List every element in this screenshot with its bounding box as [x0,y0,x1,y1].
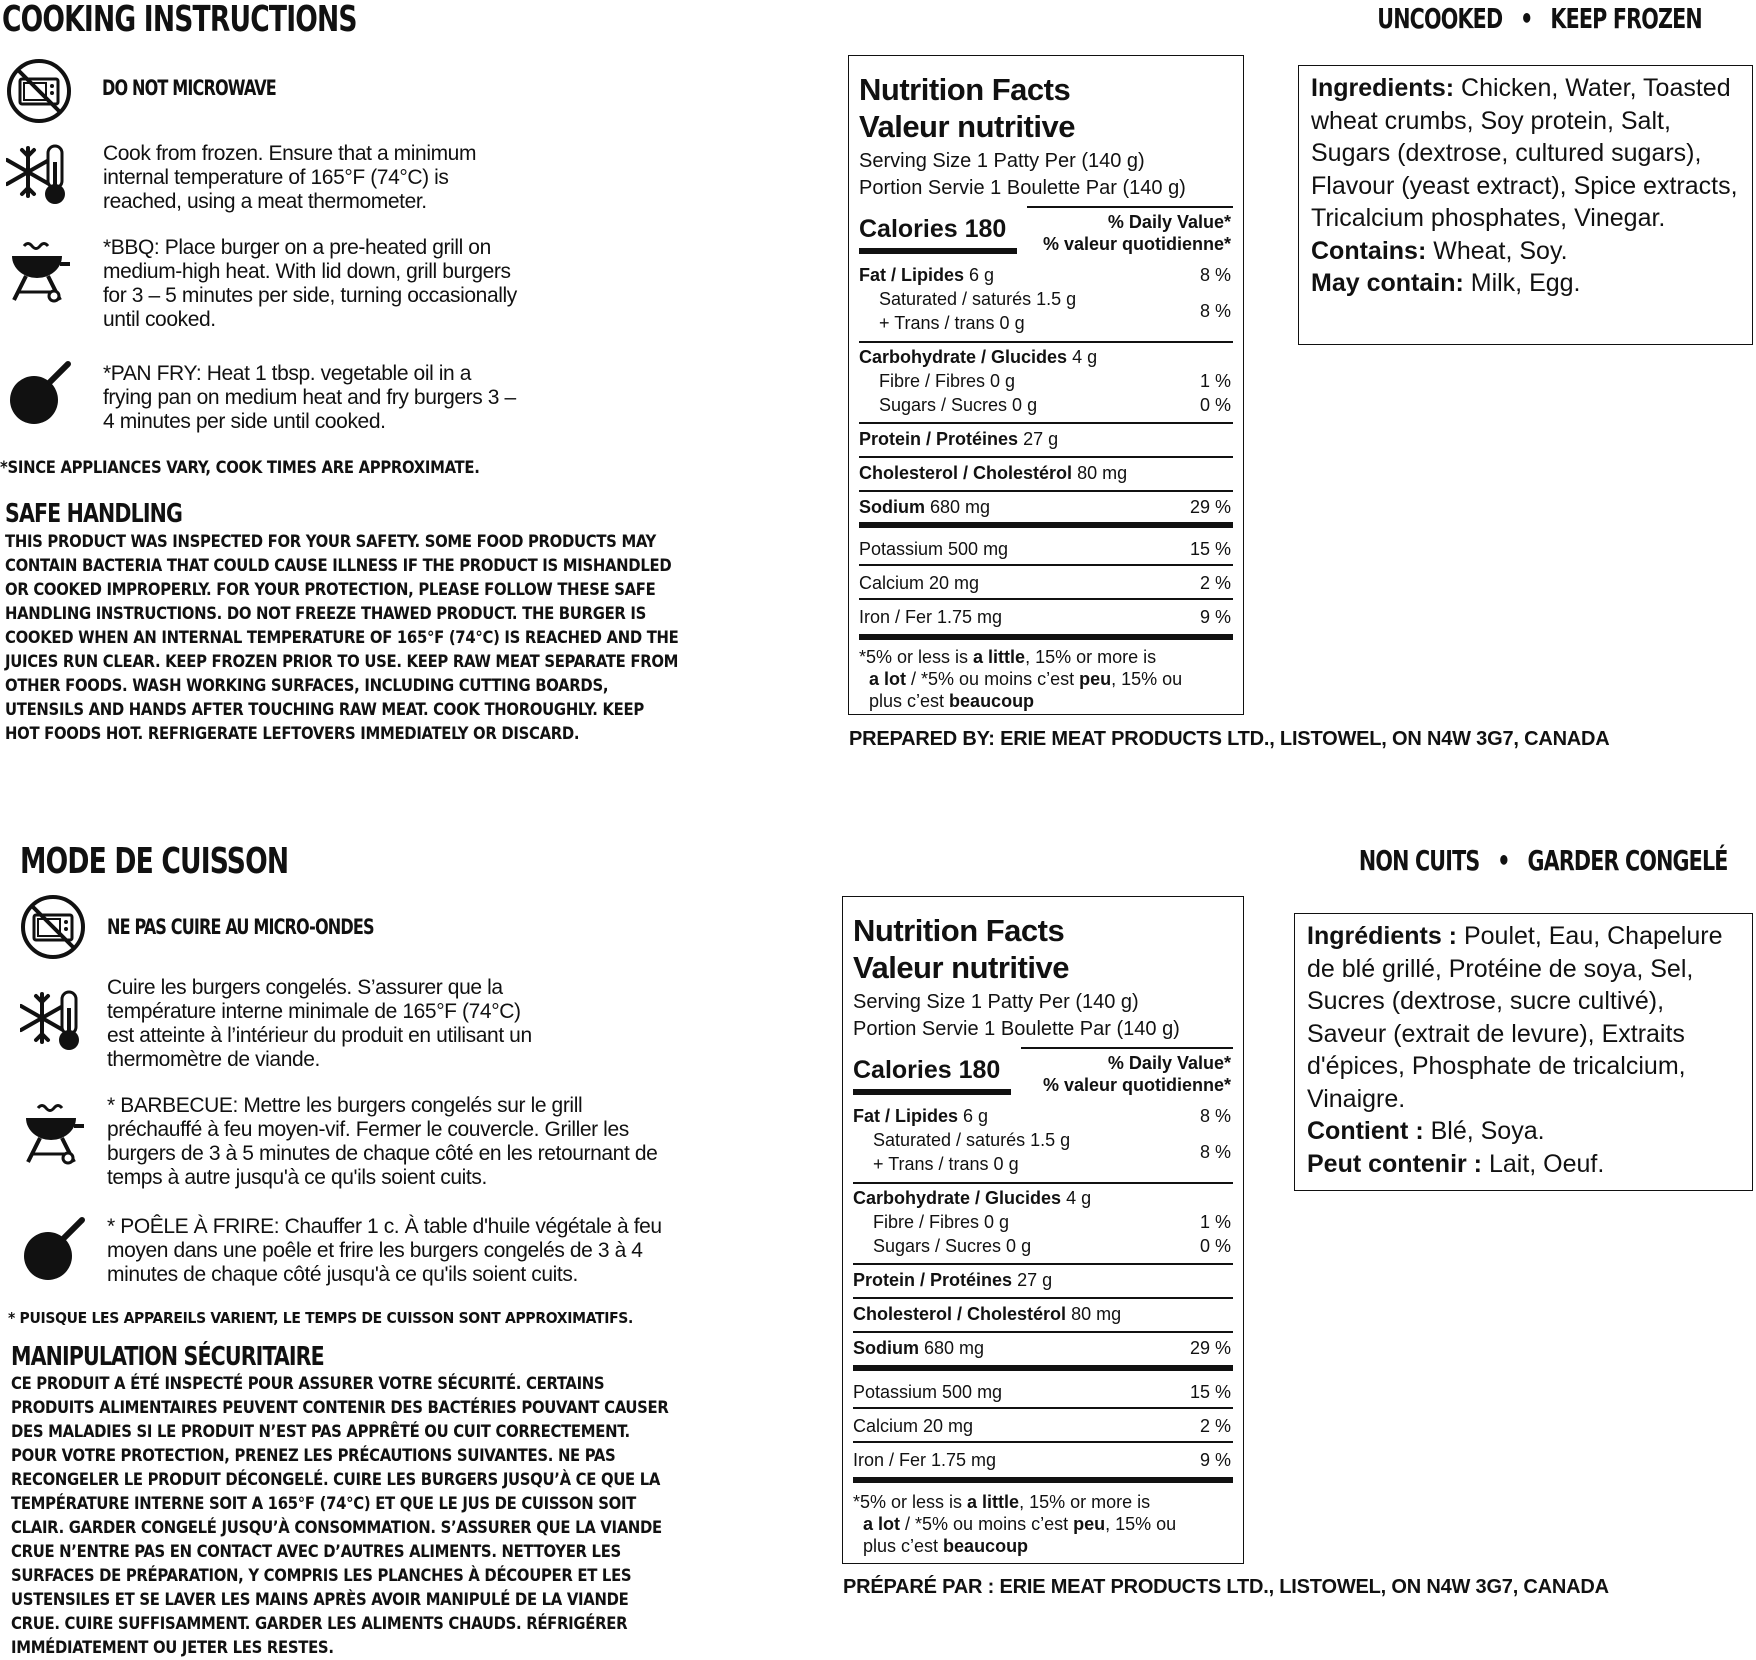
contains-text: Wheat, Soy. [1433,236,1568,265]
tagline-non-cuits: NON CUITS [1359,844,1480,877]
serving-size-en: Serving Size 1 Patty Per (140 g) [853,991,1139,1013]
frying-pan-icon [6,360,72,426]
may-contain-text: Milk, Egg. [1470,269,1581,297]
safe-handling-title-fr: MANIPULATION SÉCURITAIRE [11,1342,324,1372]
nutrition-footnote: *5% or less is a little, 15% or more is a lot / *5% ou moins c’est peu, 15% ou plus c’est beaucoup [859,647,1183,711]
step-cook-from-frozen-fr: Cuire les burgers congelés. S’assurer que la température interne minimale de 165°F (74°C) est atteinte à l’intérieur du produit en utilisant un thermomètre de viande. [107,976,532,1071]
frozen-thermometer-icon [20,986,86,1052]
contains-label-fr: Contient : [1307,1117,1424,1145]
nutrition-facts-table-fr: Nutrition Facts Valeur nutritive Serving Size 1 Patty Per (140 g) Portion Servie 1 Boulette Par (140 g) Calories 180 % Daily Value* % valeur quotidienne* Fat / Lipides 6 g 8 % Saturated / saturés 1.5 g + Trans / trans 0 g 8 % Carbohydrate / Glucides 4 g Fibre / Fibres 0 g 1 % Sugars / Sucres 0 g 0 % Protein / Protéines 27 g Cholesterol / Cholestérol 80 mg Sodium 680 mg 29 % Potassium 500 mg 15 % Calcium 20 mg 2 % Iron / Fer 1.75 mg 9 % *5% or less is a little, 15% or more is a lot / *5% ou moins c’est peu, 15% ou plus c’est beaucoup [842,896,1244,1564]
sodium-row: Sodium 680 mg 29 % [853,1338,1231,1358]
safe-handling-text: THIS PRODUCT WAS INSPECTED FOR YOUR SAFETY. SOME FOOD PRODUCTS MAY CONTAIN BACTERIA THAT COULD CAUSE ILLNESS IF THE PRODUCT IS MISHANDLED OR COOKED IMPROPERLY. FOR YOUR PROTECTION, PLEASE FOLLOW THESE SAFE HANDLING INSTRUCTIONS. DO NOT FREEZE THAWED PRODUCT. THE BURGER IS COOKED WHEN AN INTERNAL TEMPERATURE OF 165°F (74°C) IS REACHED AND THE JUICES RUN CLEAR. KEEP FROZEN PRIOR TO USE. KEEP RAW MEAT SEPARATE FROM OTHER FOODS. WASH WORKING SURFACES, INCLUDING CUTTING BOARDS, UTENSILS AND HANDS AFTER TOUCHING RAW MEAT. COOK THOROUGHLY. KEEP HOT FOODS HOT. REFRIGERATE LEFTOVERS IMMEDIATELY OR DISCARD. [5,532,679,743]
calories-label: Calories 180 [859,215,1007,243]
daily-value-en: % Daily Value* [1107,212,1231,232]
fat-row: Fat / Lipides 6 g 8 % [853,1106,1231,1126]
serving-size-fr: Portion Servie 1 Boulette Par (140 g) [853,1018,1180,1040]
contains-text-fr: Blé, Soya. [1430,1117,1545,1145]
carbohydrate-row: Carbohydrate / Glucides 4 g [853,1188,1092,1208]
frying-pan-icon [20,1216,86,1282]
daily-value-fr: % valeur quotidienne* [1042,1075,1231,1095]
ingredients-label: Ingredients: [1311,74,1455,102]
trans-row: + Trans / trans 0 g [879,313,1025,333]
step-pan-fry: *PAN FRY: Heat 1 tbsp. vegetable oil in a frying pan on medium heat and fry burgers 3 – 4 minutes per side until cooked. [103,362,516,433]
may-contain-label: May contain: [1311,269,1464,297]
trans-row: + Trans / trans 0 g [873,1154,1019,1174]
fibre-row: Fibre / Fibres 0 g 1 % [879,371,1231,391]
cholesterol-row: Cholesterol / Cholestérol 80 mg [853,1304,1122,1324]
saturated-row: Saturated / saturés 1.5 g [879,289,1077,309]
prepared-by-fr: PRÉPARÉ PAR : ERIE MEAT PRODUCTS LTD., LISTOWEL, ON N4W 3G7, CANADA [843,1576,1609,1598]
appliance-note-fr: * PUISQUE LES APPAREILS VARIENT, LE TEMPS DE CUISSON SONT APPROXIMATIFS. [8,1309,634,1327]
no-microwave-warning-fr: NE PAS CUIRE AU MICRO-ONDES [107,915,374,939]
nutrition-facts-table: Nutrition Facts Valeur nutritive Serving Size 1 Patty Per (140 g) Portion Servie 1 Boulette Par (140 g) Calories 180 % Daily Value* % valeur quotidienne* Fat / Lipides 6 g 8 % Saturated / saturés 1.5 g + Trans / trans 0 g 8 % Carbohydrate / Glucides 4 g Fibre / Fibres 0 g 1 % Sugars / Sucres 0 g 0 % Protein / Protéines 27 g Cholesterol / Cholestérol 80 mg Sodium 680 mg 29 % Potassium 500 mg 15 % Calcium 20 mg 2 % Iron / Fer 1.75 mg 9 % *5% or less is a little, 15% or more is a lot / *5% ou moins c’est peu, 15% ou plus c’est beaucoup [848,55,1244,715]
ingredients-box-fr [1294,913,1753,1191]
step-cook-from-frozen: Cook from frozen. Ensure that a minimum internal temperature of 165°F (74°C) is reached, using a meat thermometer. [103,142,477,213]
frozen-thermometer-icon [6,140,72,206]
calcium-row: Calcium 20 mg 2 % [853,1416,1231,1436]
may-contain-label-fr: Peut contenir : [1307,1149,1483,1178]
sugars-row: Sugars / Sucres 0 g 0 % [873,1236,1231,1256]
nutrition-title-en: Nutrition Facts [853,913,1065,948]
may-contain-text-fr: Lait, Oeuf. [1488,1149,1605,1178]
ingredients-box-en [1298,65,1753,345]
bbq-grill-icon [6,238,72,304]
safe-handling-title: SAFE HANDLING [5,499,182,529]
safe-handling-text-fr: CE PRODUIT A ÉTÉ INSPECTÉ POUR ASSURER VOTRE SÉCURITÉ. CERTAINS PRODUITS ALIMENTAIRES PEUVENT CONTENIR DES BACTÉRIES POUVANT CAUSER DES MALADIES SI LE PRODUIT N’EST PAS APPRÊTÉ OU CUIT CORRECTEMENT. POUR VOTRE PROTECTION, PRENEZ LES PRÉCAUTIONS SUIVANTES. NE PAS RECONGELER LE PRODUIT DÉCONGELÉ. CUIRE LES BURGERS JUSQU’À CE QUE LA TEMPÉRATURE INTERNE SOIT A 165°F (74°C) ET QUE LE JUS DE CUISSON SOIT CLAIR. GARDER CONGELÉ JUSQU’À CONSOMMATION. S’ASSURER QUE LA VIANDE CRUE N’ENTRE PAS EN CONTACT AVEC D’AUTRES ALIMENTS. NETTOYER LES SURFACES DE PRÉPARATION, Y COMPRIS LES PLANCHES À DÉCOUPER ET LES USTENSILES ET SE LAVER LES MAINS APRÈS AVOIR MANIPULÉ DE LA VIANDE CRUE. CUIRE SUFFISAMMENT. GARDER LES ALIMENTS CHAUDS. RÉFRIGÉRER IMMÉDIATEMENT OU JETER LES RESTES. [11,1374,669,1657]
potassium-row: Potassium 500 mg 15 % [859,539,1231,559]
saturated-row: Saturated / saturés 1.5 g [873,1130,1071,1150]
fibre-row: Fibre / Fibres 0 g 1 % [873,1212,1231,1232]
nutrition-title-en: Nutrition Facts [859,72,1071,107]
iron-row: Iron / Fer 1.75 mg 9 % [853,1450,1231,1470]
tagline-en [1282,2,1702,38]
tagline-fr [1268,844,1728,880]
step-bbq-fr: * BARBECUE: Mettre les burgers congelés sur le grill préchauffé à feu moyen-vif. Fermer le couvercle. Griller les burgers de 3 à 5 minutes de chaque côté en les retournant de temps à autre jusqu'à ce qu'ils soient cuits. [107,1094,658,1189]
ingredients-text: Chicken, Water, Toasted wheat crumbs, Soy protein, Salt, Sugars (dextrose, cultured sugars), Flavour (yeast extract), Spice extracts, Tricalcium phosphates, Vinegar. [1311,74,1738,232]
page-title-en: COOKING INSTRUCTIONS [2,0,357,40]
ingredients-label-fr: Ingrédients : [1307,922,1458,950]
carbohydrate-row: Carbohydrate / Glucides 4 g [859,347,1098,367]
step-bbq: *BBQ: Place burger on a pre-heated grill on medium-high heat. With lid down, grill burgers for 3 – 5 minutes per side, turning occasionally until cooked. [103,236,517,331]
fat-row: Fat / Lipides 6 g 8 % [859,265,1231,285]
tagline-separator: • [1520,2,1533,35]
tagline-garder-congele: GARDER CONGELÉ [1527,844,1728,877]
nutrition-title-fr: Valeur nutritive [859,109,1075,144]
tagline-uncooked: UNCOOKED [1377,2,1503,35]
prepared-by-en: PREPARED BY: ERIE MEAT PRODUCTS LTD., LISTOWEL, ON N4W 3G7, CANADA [849,728,1610,750]
appliance-note: *SINCE APPLIANCES VARY, COOK TIMES ARE APPROXIMATE. [0,458,480,477]
serving-size-fr: Portion Servie 1 Boulette Par (140 g) [859,177,1186,199]
calories-label: Calories 180 [853,1056,1001,1084]
ingredients-text-fr: Poulet, Eau, Chapelure de blé grillé, Protéine de soya, Sel, Sucres (dextrose, sucre cultivé), Saveur (extrait de levure), Extraits d'épices, Phosphate de tricalcium, Vinaigre. [1307,922,1723,1113]
page-title-fr: MODE DE CUISSON [20,841,289,882]
nutrition-footnote: *5% or less is a little, 15% or more is a lot / *5% ou moins c’est peu, 15% ou plus c’est beaucoup [853,1492,1177,1556]
cholesterol-row: Cholesterol / Cholestérol 80 mg [859,463,1128,483]
contains-label: Contains: [1311,236,1427,265]
bbq-grill-icon [20,1100,86,1166]
no-microwave-icon [6,58,72,124]
potassium-row: Potassium 500 mg 15 % [853,1382,1231,1402]
serving-size-en: Serving Size 1 Patty Per (140 g) [859,150,1145,172]
nutrition-title-fr: Valeur nutritive [853,950,1069,985]
sodium-row: Sodium 680 mg 29 % [859,497,1231,517]
tagline-separator-fr: • [1497,844,1511,877]
tagline-keep-frozen: KEEP FROZEN [1550,2,1702,35]
iron-row: Iron / Fer 1.75 mg 9 % [859,607,1231,627]
protein-row: Protein / Protéines 27 g [853,1270,1053,1290]
calcium-row: Calcium 20 mg 2 % [859,573,1231,593]
sugars-row: Sugars / Sucres 0 g 0 % [879,395,1231,415]
daily-value-fr: % valeur quotidienne* [1042,234,1231,254]
no-microwave-icon [20,894,86,960]
protein-row: Protein / Protéines 27 g [859,429,1059,449]
step-pan-fry-fr: * POÊLE À FRIRE: Chauffer 1 c. À table d'huile végétale à feu moyen dans une poêle et frire les burgers congelés de 3 à 4 minutes de chaque côté jusqu'à ce qu'ils soient cuits. [107,1215,662,1286]
daily-value-en: % Daily Value* [1107,1053,1231,1073]
no-microwave-warning: DO NOT MICROWAVE [102,76,276,100]
